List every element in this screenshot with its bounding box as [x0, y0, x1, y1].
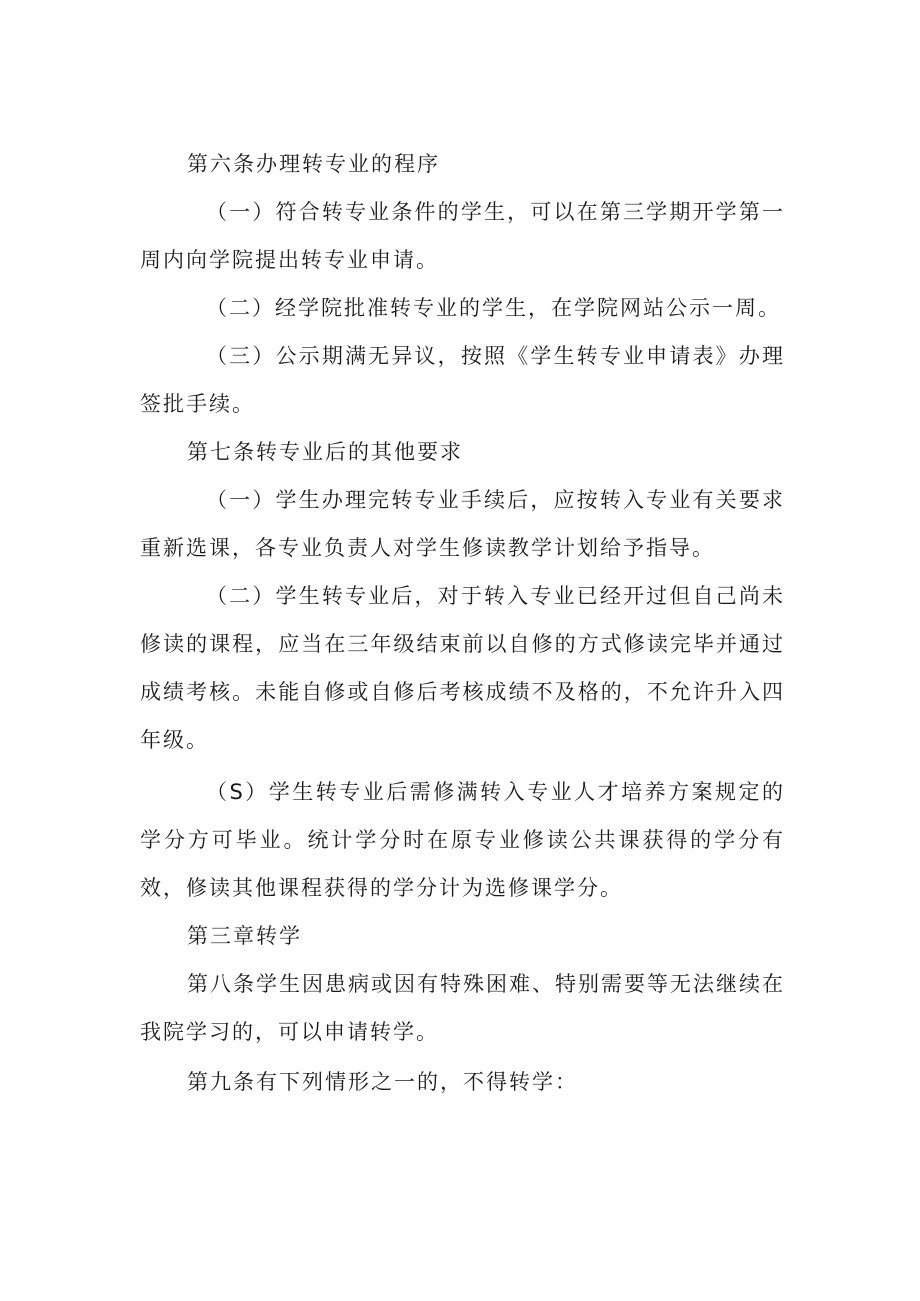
article-7-item-3: （S）学生转专业后需修满转入专业人才培养方案规定的学分方可毕业。统计学分时在原专业修读公共课获得的学分有效，修读其他课程获得的学分计为选修课学分。 — [140, 780, 785, 900]
article-7-heading: 第七条转专业后的其他要求 — [187, 440, 463, 464]
article-8-paragraph: 第八条学生因患病或因有特殊困难、特别需要等无法继续在我院学习的，可以申请转学。 — [140, 972, 785, 1044]
article-6-item-3: （三）公示期满无异议，按照《学生转专业申请表》办理签批手续。 — [140, 344, 785, 416]
chapter-3-heading: 第三章转学 — [187, 924, 302, 948]
article-6-heading: 第六条办理转专业的程序 — [187, 152, 440, 176]
article-7-item-2: （二）学生转专业后，对于转入专业已经开过但自己尚未修读的课程，应当在三年级结束前以自修的方式修读完毕并通过成绩考核。未能自修或自修后考核成绩不及格的，不允许升入四年级。 — [140, 584, 785, 752]
article-7-item-1: （一）学生办理完转专业手续后，应按转入专业有关要求重新选课，各专业负责人对学生修读教学计划给予指导。 — [140, 488, 785, 560]
article-6-item-1: （一）符合转专业条件的学生，可以在第三学期开学第一周内向学院提出转专业申请。 — [140, 200, 785, 272]
document-body — [140, 140, 785, 1106]
article-9-paragraph: 第九条有下列情形之一的，不得转学： — [187, 1070, 578, 1094]
article-6-item-2: （二）经学院批准转专业的学生，在学院网站公示一周。 — [206, 296, 781, 320]
